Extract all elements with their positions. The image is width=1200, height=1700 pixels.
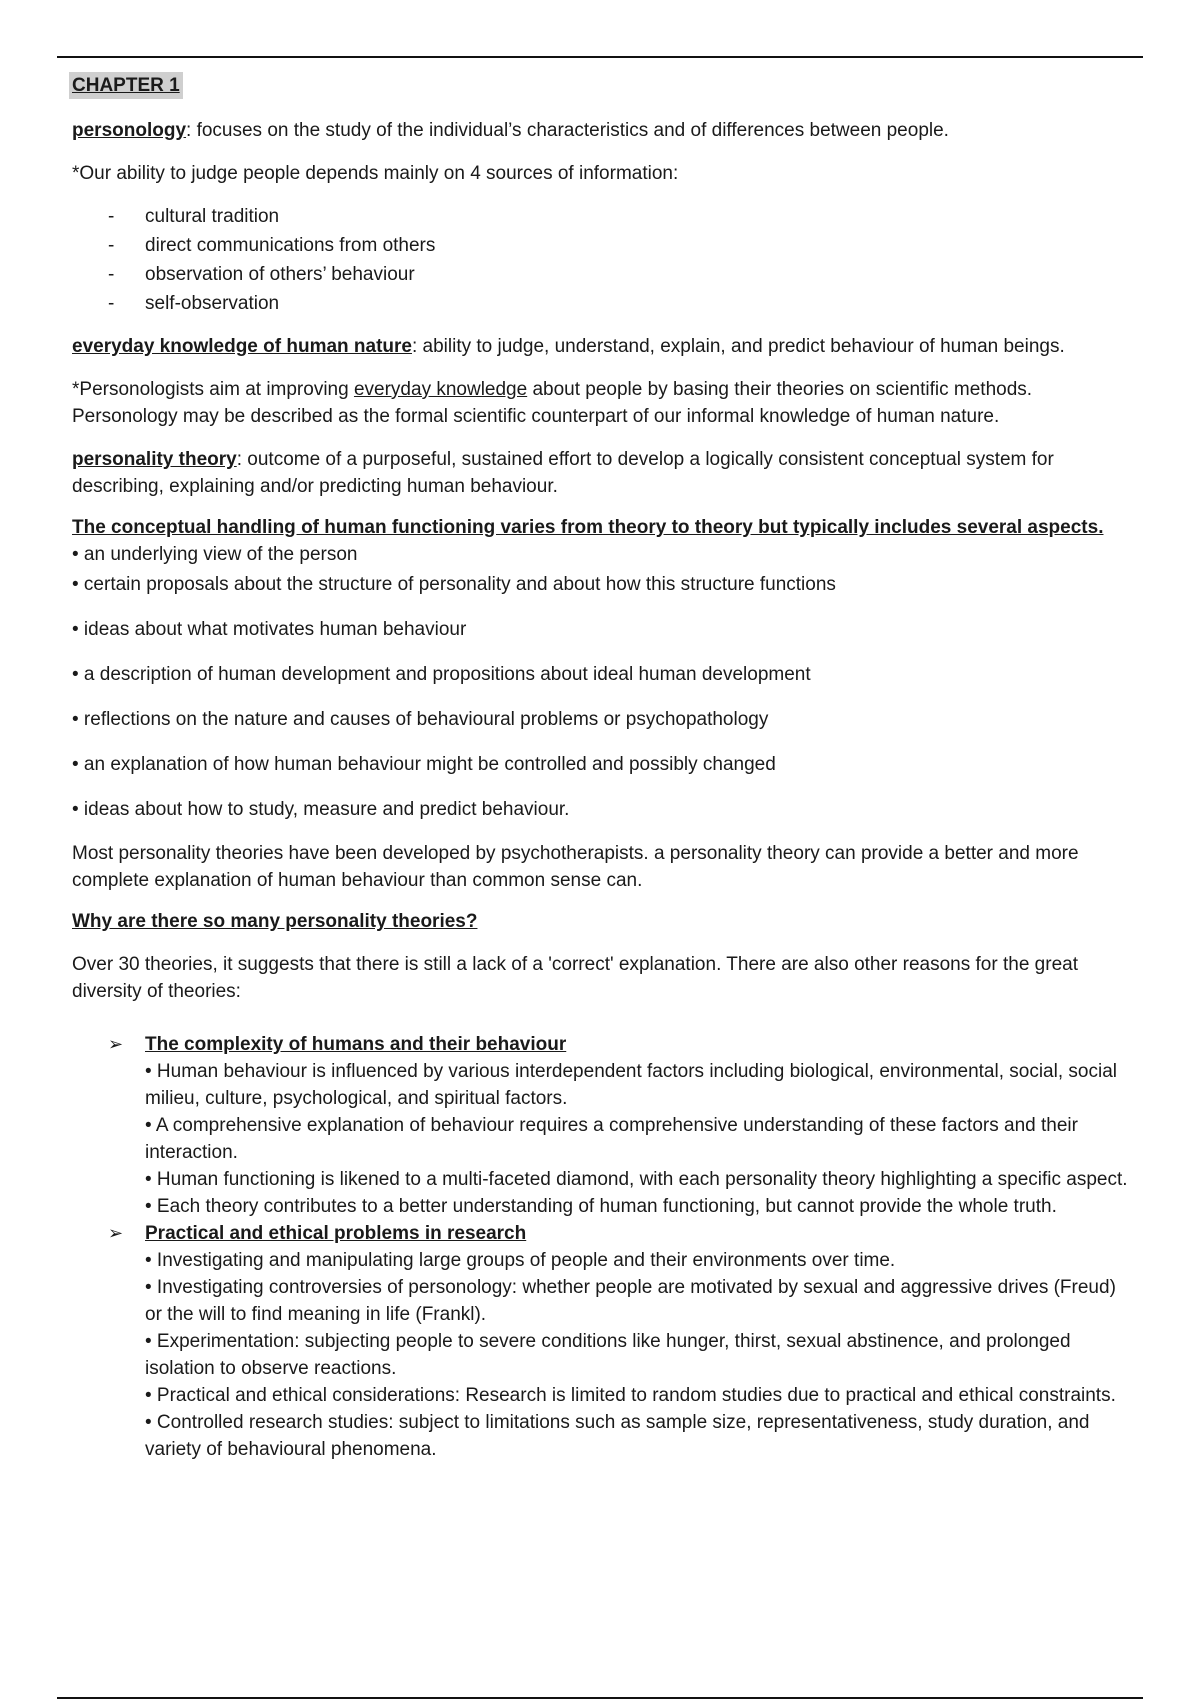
aspects-list	[72, 541, 1132, 826]
everyday-knowledge-underlined: everyday knowledge	[353, 379, 528, 400]
sources-intro: *Our ability to judge people depends mainly on 4 sources of information:	[72, 163, 679, 184]
list-item: • ideas about how to study, measure and predict behaviour.	[72, 799, 570, 820]
sources-list	[72, 203, 1132, 319]
list-item: • Investigating and manipulating large groups of people and their environments over time.	[145, 1250, 896, 1271]
list-item: • an explanation of how human behaviour might be controlled and possibly changed	[72, 754, 776, 775]
personology-definition	[72, 117, 1132, 144]
section-complexity	[72, 1031, 1132, 1220]
list-item: - self-observation	[108, 293, 280, 314]
list-item: • Controlled research studies: subject to limitations such as sample size, representativeness, study duration, and variety of behavioural phenomena.	[145, 1412, 1090, 1460]
list-item: • Experimentation: subjecting people to severe conditions like hunger, thirst, sexual abstinence, and prolonged isolation to observe reactions.	[145, 1331, 1071, 1379]
list-item: • reflections on the nature and causes of behavioural problems or psychopathology	[72, 709, 769, 730]
everyday-definition	[72, 333, 1132, 360]
list-item: • Human behaviour is influenced by various interdependent factors including biological, environmental, social, social milieu, culture, psychological, and spiritual factors.	[145, 1061, 1117, 1109]
why-paragraph: Over 30 theories, it suggests that there is still a lack of a 'correct' explanation. There are also other reasons for the great diversity of theories:	[72, 954, 1078, 1002]
why-heading: Why are there so many personality theories?	[72, 911, 478, 932]
section-heading: Practical and ethical problems in research	[145, 1223, 527, 1244]
most-theories-paragraph: Most personality theories have been developed by psychotherapists. a personality theory can provide a better and more complete explanation of human behaviour than common sense can.	[72, 843, 1079, 891]
personality-theory-term: personality theory	[72, 449, 237, 470]
list-item: • A comprehensive explanation of behaviour requires a comprehensive understanding of these factors and their interaction.	[145, 1115, 1078, 1163]
top-rule	[57, 56, 1143, 58]
list-item: • an underlying view of the person	[72, 544, 358, 565]
everyday-text: : ability to judge, understand, explain, and predict behaviour of human beings.	[411, 336, 1065, 357]
section-research	[72, 1220, 1132, 1463]
personology-text: : focuses on the study of the individual’s characteristics and of differences between people.	[186, 120, 949, 141]
personology-term: personology	[72, 120, 187, 141]
personality-theory-text: : outcome of a purposeful, sustained effort to develop a logically consistent conceptual system for describing, explaining and/or predicting human behaviour.	[72, 449, 1054, 497]
arrow-bullet-icon: ➢	[108, 1223, 124, 1243]
list-item: • certain proposals about the structure of personality and about how this structure functions	[72, 574, 836, 595]
list-item: • ideas about what motivates human behaviour	[72, 619, 467, 640]
arrow-bullet-icon: ➢	[108, 1034, 124, 1054]
list-item: - direct communications from others	[108, 235, 436, 256]
conceptual-heading: The conceptual handling of human functioning varies from theory to theory but typically includes several aspects.	[72, 517, 1104, 538]
list-item: • Each theory contributes to a better understanding of human functioning, but cannot provide the whole truth.	[145, 1196, 1057, 1217]
list-item: - observation of others’ behaviour	[108, 264, 415, 285]
bottom-rule	[57, 1697, 1143, 1699]
section-heading: The complexity of humans and their behaviour	[145, 1034, 567, 1055]
list-item: • a description of human development and propositions about ideal human development	[72, 664, 811, 685]
list-item: • Human functioning is likened to a multi-faceted diamond, with each personality theory highlighting a specific aspect.	[145, 1169, 1128, 1190]
document-page	[72, 70, 1132, 1463]
list-item: • Investigating controversies of personology: whether people are motivated by sexual and aggressive drives (Freud) or the will to find meaning in life (Frankl).	[145, 1277, 1116, 1325]
chapter-heading: CHAPTER 1	[69, 72, 183, 99]
list-item: • Practical and ethical considerations: Research is limited to random studies due to practical and ethical constraints.	[145, 1385, 1116, 1406]
personologists-paragraph: *Personologists aim at improving everyday knowledge about people by basing their theories on scientific methods. Personology may be described as the formal scientific counterpart of our informal knowledge of human nature.	[72, 379, 1033, 427]
everyday-term: everyday knowledge of human nature	[72, 336, 412, 357]
list-item: - cultural tradition	[108, 206, 280, 227]
personality-theory-definition	[72, 446, 1132, 500]
